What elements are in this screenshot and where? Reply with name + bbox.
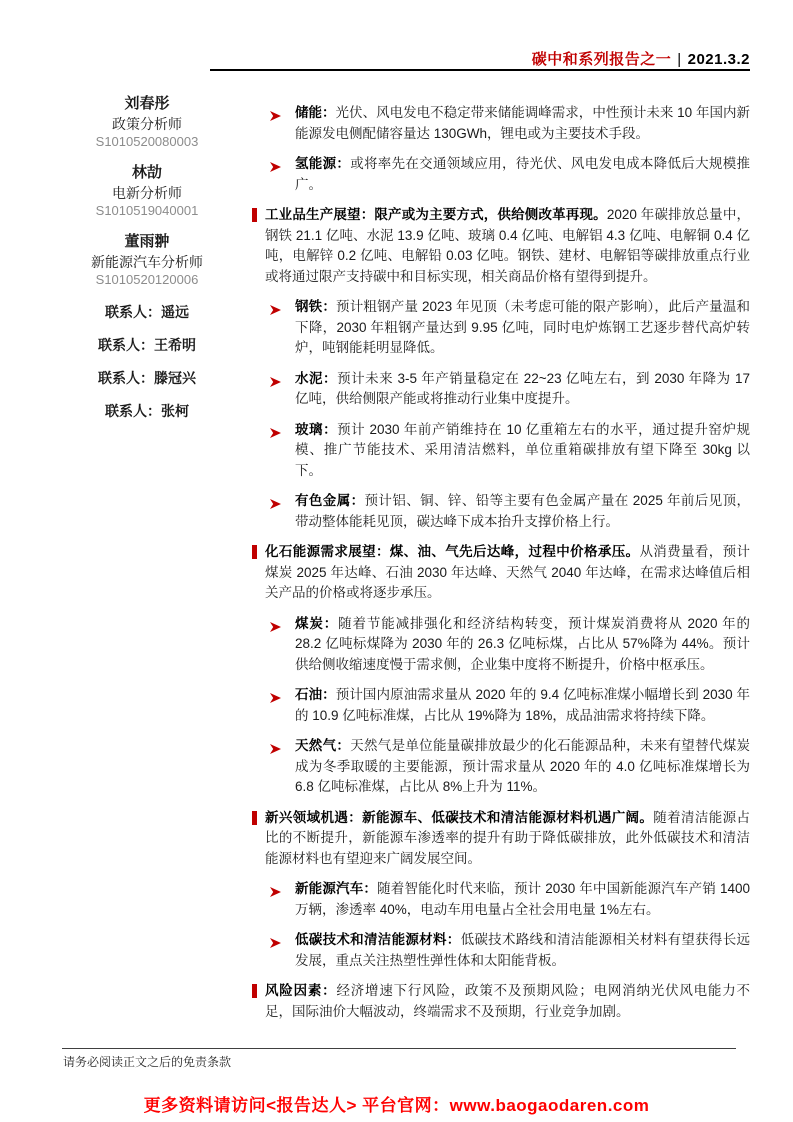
arrow-bullet-icon xyxy=(270,741,281,751)
page-header xyxy=(532,48,750,69)
section-paragraph xyxy=(252,205,750,287)
analyst-name: 刘春彤 xyxy=(124,95,170,112)
bullet-body: 预计未来 3-5 年产销量稳定在 22~23 亿吨左右，到 2030 年降为 17 亿吨，供给侧限产能或将推动行业集中度提升。 xyxy=(295,370,750,406)
section-industrial-production xyxy=(252,205,750,287)
bullet-term: 有色金属： xyxy=(295,493,365,508)
arrow-bullet-icon xyxy=(270,374,281,384)
bullet-body: 预计国内原油需求量从 2020 年的 9.4 亿吨标准煤小幅增长到 2030 年的 10.9 亿吨标准煤，占比从 19%降为 18%，成品油需求将持续下降。 xyxy=(295,687,750,723)
disclaimer-text: 请务必阅读正文之后的免责条款 xyxy=(63,1055,232,1069)
contact-list xyxy=(38,304,256,419)
bullet-term: 石油： xyxy=(295,687,336,702)
section-term: 新兴领域机遇：新能源车、低碳技术和清洁能源材料机遇广阔。 xyxy=(265,809,654,825)
header-divider xyxy=(210,69,750,71)
analyst-role: 电新分析师 xyxy=(112,185,182,201)
section-paragraph xyxy=(252,542,750,604)
red-bar-icon xyxy=(252,984,257,998)
bullet-body: 预计粗钢产量 2023 年见顶（未考虑可能的限产影响），此后产量温和下降，2030 年粗钢产量达到 9.95 亿吨，同时电炉炼钢工艺逐步替代高炉转炉，吨钢能耗明显降低。 xyxy=(295,299,750,355)
bullet-steel xyxy=(252,297,750,359)
arrow-bullet-icon xyxy=(270,159,281,169)
bullet-paragraph xyxy=(252,420,750,482)
analyst-card xyxy=(38,163,256,219)
analyst-license-code: S1010520080003 xyxy=(95,134,199,149)
bullet-paragraph xyxy=(252,103,750,144)
bullet-cement xyxy=(252,369,750,410)
analyst-license-code: S1010519040001 xyxy=(95,203,199,218)
arrow-bullet-icon xyxy=(270,619,281,629)
bullet-hydrogen xyxy=(252,154,750,195)
bullet-body: 或将率先在交通领域应用，待光伏、风电发电成本降低后大规模推广。 xyxy=(295,156,750,192)
bullet-nonferrous-metals xyxy=(252,491,750,532)
bullet-paragraph xyxy=(252,879,750,920)
report-series-title: 碳中和系列报告之一 xyxy=(531,51,672,68)
bullet-body: 预计 2030 年前产销维持在 10 亿重箱左右的水平，通过提升窑炉规模、推广节能技术、采用清洁燃料，单位重箱碳排放有望下降至 30kg 以下。 xyxy=(295,421,750,478)
analyst-role: 政策分析师 xyxy=(112,116,182,132)
section-emerging-opportunities xyxy=(252,808,750,870)
bullet-paragraph xyxy=(252,930,750,971)
contact-item: 联系人：张柯 xyxy=(105,403,189,419)
analyst-card xyxy=(38,232,256,288)
bullet-paragraph xyxy=(252,685,750,726)
section-term: 工业品生产展望：限产或为主要方式，供给侧改革再现。 xyxy=(265,207,607,222)
bullet-term: 玻璃： xyxy=(295,421,338,437)
section-body: 随着清洁能源占比的不断提升，新能源车渗透率的提升有助于降低碳排放，此外低碳技术和清洁能源材料也有望迎来广阔发展空间。 xyxy=(265,809,751,866)
header-separator: | xyxy=(677,51,682,68)
report-date: 2021.3.2 xyxy=(687,51,750,68)
summary-content xyxy=(252,103,750,1032)
contact-item: 联系人：王希明 xyxy=(98,337,196,353)
arrow-bullet-icon xyxy=(270,496,281,506)
bullet-term: 钢铁： xyxy=(295,299,337,314)
analyst-role: 新能源汽车分析师 xyxy=(91,254,203,270)
analyst-sidebar xyxy=(38,94,256,436)
red-bar-icon xyxy=(252,208,257,222)
bullet-paragraph xyxy=(252,491,750,532)
bullet-glass xyxy=(252,420,750,482)
bullet-body: 随着智能化时代来临，预计 2030 年中国新能源汽车产销 1400 万辆，渗透率 40%，电动车用电量占全社会用电量 1%左右。 xyxy=(295,881,750,917)
bullet-body: 光伏、风电发电不稳定带来储能调峰需求，中性预计未来 10 年国内新能源发电侧配储容量达 130GWh，锂电或为主要技术手段。 xyxy=(295,105,750,141)
bullet-coal xyxy=(252,614,750,676)
bullet-paragraph xyxy=(252,614,750,676)
bullet-storage xyxy=(252,103,750,144)
contact-item: 联系人：遥远 xyxy=(105,304,189,320)
bullet-new-energy-vehicles xyxy=(252,879,750,920)
bullet-low-carbon-materials xyxy=(252,930,750,971)
section-risk-factors xyxy=(252,981,750,1022)
analyst-name: 董雨翀 xyxy=(124,233,170,250)
bullet-natural-gas xyxy=(252,736,750,798)
arrow-bullet-icon xyxy=(270,425,281,435)
red-bar-icon xyxy=(252,545,257,559)
bullet-paragraph xyxy=(252,736,750,798)
bullet-paragraph xyxy=(252,297,750,359)
bullet-term: 煤炭： xyxy=(295,615,339,631)
section-body: 从消费量看，预计煤炭 2025 年达峰、石油 2030 年达峰、天然气 2040 年达峰，在需求达峰值后相关产品的价格或将逐步承压。 xyxy=(265,544,751,600)
bullet-term: 储能： xyxy=(295,105,336,120)
section-body: 2020 年碳排放总量中，钢铁 21.1 亿吨、水泥 13.9 亿吨、玻璃 0.4 亿吨、电解铝 4.3 亿吨、电解铜 0.4 亿吨，电解锌 0.2 亿吨、电解铅 0.03 亿吨。钢铁、建材、电解铝等碳排放重点行业或将通过限产支持碳中和目标实现，相关商品价格有望得到提升。 xyxy=(265,207,750,284)
bullet-body: 随着节能减排强化和经济结构转变，预计煤炭消费将从 2020 年的 28.2 亿吨标煤降为 2030 年的 26.3 亿吨标煤，占比从 57%降为 44%。预计供给侧收缩速度慢于需求侧，企业集中度将不断提升，价格中枢承压。 xyxy=(295,615,751,672)
analyst-card xyxy=(38,94,256,150)
bullet-body: 天然气是单位能量碳排放最少的化石能源品种，未来有望替代煤炭成为冬季取暖的主要能源，预计需求量从 2020 年的 4.0 亿吨标准煤增长为 6.8 亿吨标准煤，占比从 8%上升为 11%。 xyxy=(295,738,750,794)
bullet-paragraph xyxy=(252,369,750,410)
bullet-term: 氢能源： xyxy=(295,156,351,171)
section-fossil-energy-demand xyxy=(252,542,750,604)
analyst-name: 林劼 xyxy=(131,164,162,181)
analyst-license-code: S1010520120006 xyxy=(95,272,199,287)
section-term: 风险因素： xyxy=(265,983,337,998)
section-body: 经济增速下行风险，政策不及预期风险；电网消纳光伏风电能力不足，国际油价大幅波动，终端需求不及预期，行业竞争加剧。 xyxy=(265,983,751,1019)
arrow-bullet-icon xyxy=(270,108,281,118)
section-paragraph xyxy=(252,808,750,870)
red-bar-icon xyxy=(252,811,257,825)
arrow-bullet-icon xyxy=(270,935,281,945)
bullet-body: 低碳技术路线和清洁能源相关材料有望获得长远发展，重点关注热塑性弹性体和太阳能背板。 xyxy=(295,932,750,968)
bullet-term: 新能源汽车： xyxy=(295,881,378,896)
section-paragraph xyxy=(252,981,750,1022)
section-term: 化石能源需求展望：煤、油、气先后达峰，过程中价格承压。 xyxy=(265,544,640,559)
arrow-bullet-icon xyxy=(270,690,281,700)
bullet-paragraph xyxy=(252,154,750,195)
bullet-oil xyxy=(252,685,750,726)
arrow-bullet-icon xyxy=(270,302,281,312)
bullet-body: 预计铝、铜、锌、铅等主要有色金属产量在 2025 年前后见顶，带动整体能耗见顶，碳达峰下成本抬升支撑价格上行。 xyxy=(295,493,750,529)
bullet-term: 天然气： xyxy=(295,738,351,753)
bullet-term: 水泥： xyxy=(295,370,338,386)
footer-divider xyxy=(62,1048,736,1049)
contact-item: 联系人：滕冠兴 xyxy=(98,370,196,386)
promo-link[interactable]: 更多资料请访问<报告达人> 平台官网：www.baogaodaren.com xyxy=(143,1096,650,1115)
bullet-term: 低碳技术和清洁能源材料： xyxy=(295,932,461,947)
arrow-bullet-icon xyxy=(270,884,281,894)
